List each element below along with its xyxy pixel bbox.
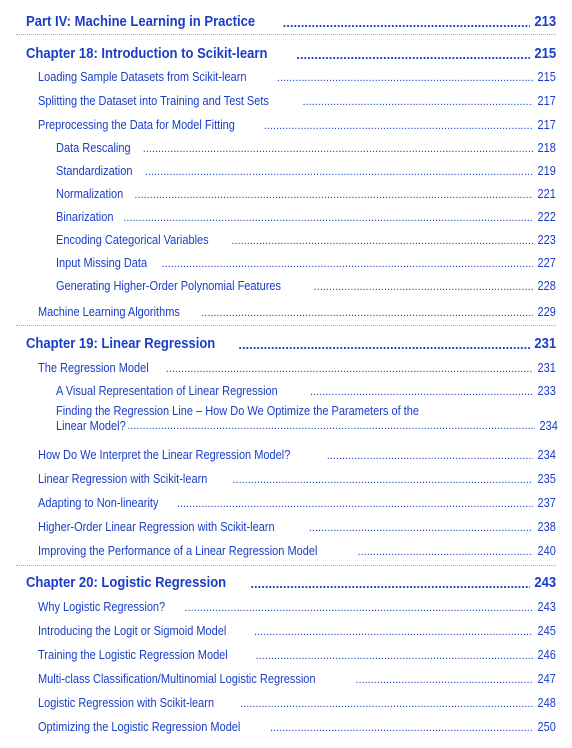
toc-subsection-entry[interactable] (0, 380, 572, 398)
toc-entry-title: Why Logistic Regression? (38, 600, 166, 614)
toc-entry-title: Preprocessing the Data for Model Fitting (38, 118, 235, 132)
toc-leader-dots (185, 602, 534, 614)
toc-entry-title: Adapting to Non-linearity (38, 496, 159, 510)
toc-section-entry[interactable] (0, 492, 572, 510)
toc-subsection-entry[interactable] (0, 137, 572, 155)
toc-entry-page: 248 (537, 696, 556, 710)
toc-section-entry[interactable] (0, 357, 572, 375)
toc-entry-page: 217 (537, 118, 556, 132)
toc-section-entry[interactable] (0, 468, 572, 486)
toc-leader-dots (201, 307, 533, 319)
toc-section-entry[interactable] (0, 66, 572, 84)
toc-entry-title: Introducing the Logit or Sigmoid Model (38, 624, 227, 638)
toc-entry-title: Optimizing the Logistic Regression Model (38, 720, 241, 734)
toc-leader-dots (123, 212, 533, 224)
toc-leader-dots (302, 96, 533, 108)
toc-entry-title: Chapter 19: Linear Regression (26, 336, 216, 352)
toc-entry-title: Higher-Order Linear Regression with Scikit-learn (38, 520, 275, 534)
toc-entry-title: Data Rescaling (56, 141, 131, 155)
toc-entry-title: How Do We Interpret the Linear Regression Model? (38, 448, 291, 462)
toc-section-entry[interactable] (0, 716, 572, 734)
toc-entry-title: Logistic Regression with Scikit-learn (38, 696, 215, 710)
toc-subsection-entry[interactable] (0, 229, 572, 247)
toc-subsection-entry[interactable] (0, 275, 572, 293)
toc-section-entry[interactable] (0, 668, 572, 686)
toc-section-entry[interactable] (0, 301, 572, 319)
toc-entry-title: Part IV: Machine Learning in Practice (26, 14, 256, 30)
toc-section-entry[interactable] (0, 620, 572, 638)
toc-entry-title: Loading Sample Datasets from Scikit-learn (38, 70, 247, 84)
toc-section-entry[interactable] (0, 516, 572, 534)
toc-entry-page: 243 (537, 600, 556, 614)
toc-leader-dots (314, 281, 533, 293)
toc-leader-dots (355, 674, 533, 686)
toc-entry-page: 223 (537, 233, 556, 247)
toc-section-entry[interactable] (0, 114, 572, 132)
toc-subsection-entry-multiline[interactable] (56, 404, 558, 434)
toc-leader-dots (232, 474, 533, 486)
toc-leader-dots (134, 189, 533, 201)
toc-entry-page: 215 (534, 46, 556, 62)
toc-leader-dots (264, 120, 533, 132)
toc-part-entry[interactable] (0, 8, 572, 30)
toc-leader-dots (270, 722, 533, 734)
toc-entry-page: 231 (534, 336, 556, 352)
toc-entry-title: Chapter 20: Logistic Regression (26, 575, 227, 591)
toc-entry-page: 235 (537, 472, 556, 486)
toc-entry-page: 215 (537, 70, 556, 84)
toc-leader-dots (143, 143, 533, 155)
toc-section-entry[interactable] (0, 644, 572, 662)
toc-leader-dots (277, 72, 533, 84)
toc-entry-page: 250 (537, 720, 556, 734)
toc-entry-page: 217 (537, 94, 556, 108)
toc-section-entry[interactable] (0, 90, 572, 108)
toc-entry-page: 231 (537, 361, 556, 375)
toc-chapter-entry[interactable] (0, 330, 572, 352)
toc-entry-title: Normalization (56, 187, 124, 201)
toc-entry-page: 219 (537, 164, 556, 178)
toc-leader-dots (231, 235, 533, 247)
toc-entry-title: Linear Regression with Scikit-learn (38, 472, 208, 486)
toc-leader-dots (309, 522, 533, 534)
toc-entry-page: 233 (537, 384, 556, 398)
toc-subsection-entry[interactable] (0, 206, 572, 224)
toc-leader-dots (240, 698, 533, 710)
toc-entry-page: 234 (539, 419, 558, 433)
toc-leader-dots (145, 166, 533, 178)
toc-entry-title-line2: Linear Model? (56, 419, 126, 433)
toc-entry-page: 218 (537, 141, 556, 155)
toc-entry-title: Chapter 18: Introduction to Scikit-learn (26, 46, 268, 62)
toc-entry-page: 234 (537, 448, 556, 462)
toc-entry-page: 237 (537, 496, 556, 510)
toc-entry-page: 243 (534, 575, 556, 591)
toc-entry-title: Training the Logistic Regression Model (38, 648, 228, 662)
toc-entry-title: Multi-class Classification/Multinomial Logistic Regression (38, 672, 316, 686)
toc-entry-page: 247 (537, 672, 556, 686)
toc-leader-dots (296, 47, 530, 62)
toc-entry-title: Generating Higher-Order Polynomial Features (56, 279, 281, 293)
toc-entry-title: Splitting the Dataset into Training and Test Sets (38, 94, 269, 108)
toc-subsection-entry[interactable] (0, 183, 572, 201)
toc-leader-dots (127, 419, 535, 434)
toc-entry-page: 227 (537, 256, 556, 270)
toc-leader-dots (254, 626, 533, 638)
toc-leader-dots (358, 546, 534, 558)
toc-entry-page: 213 (534, 14, 556, 30)
toc-leader-dots (327, 450, 533, 462)
toc-chapter-entry[interactable] (0, 40, 572, 62)
toc-leader-dots (256, 650, 534, 662)
toc-leader-dots (166, 363, 533, 375)
toc-divider (16, 565, 556, 566)
toc-leader-dots (177, 498, 533, 510)
toc-entry-title: Binarization (56, 210, 114, 224)
toc-entry-title: The Regression Model (38, 361, 149, 375)
toc-entry-title: Standardization (56, 164, 133, 178)
toc-entry-title: A Visual Representation of Linear Regression (56, 384, 278, 398)
toc-entry-page: 240 (537, 544, 556, 558)
toc-divider (16, 325, 556, 326)
toc-leader-dots (238, 337, 529, 352)
toc-section-entry[interactable] (0, 596, 572, 614)
toc-subsection-entry[interactable] (0, 252, 572, 270)
toc-leader-dots (283, 15, 530, 30)
toc-leader-dots (310, 386, 533, 398)
toc-entry-page: 238 (537, 520, 556, 534)
toc-entry-title-line1: Finding the Regression Line – How Do We Optimize the Parameters of the (56, 404, 419, 418)
toc-entry-title: Input Missing Data (56, 256, 148, 270)
toc-section-entry[interactable] (0, 540, 572, 558)
toc-entry-page: 228 (537, 279, 556, 293)
toc-entry-page: 222 (537, 210, 556, 224)
toc-chapter-entry[interactable] (0, 569, 572, 591)
toc-entry-page: 246 (537, 648, 556, 662)
toc-entry-title: Encoding Categorical Variables (56, 233, 209, 247)
toc-entry-title: Improving the Performance of a Linear Regression Model (38, 544, 318, 558)
toc-section-entry[interactable] (0, 692, 572, 710)
toc-entry-title-line2-row (56, 419, 558, 434)
toc-subsection-entry[interactable] (0, 160, 572, 178)
toc-section-entry[interactable] (0, 444, 572, 462)
toc-leader-dots (250, 576, 529, 591)
toc-divider (16, 34, 556, 35)
toc-entry-title: Machine Learning Algorithms (38, 305, 180, 319)
toc-entry-page: 245 (537, 624, 556, 638)
toc-entry-page: 221 (537, 187, 556, 201)
toc-leader-dots (162, 258, 534, 270)
toc-entry-page: 229 (537, 305, 556, 319)
